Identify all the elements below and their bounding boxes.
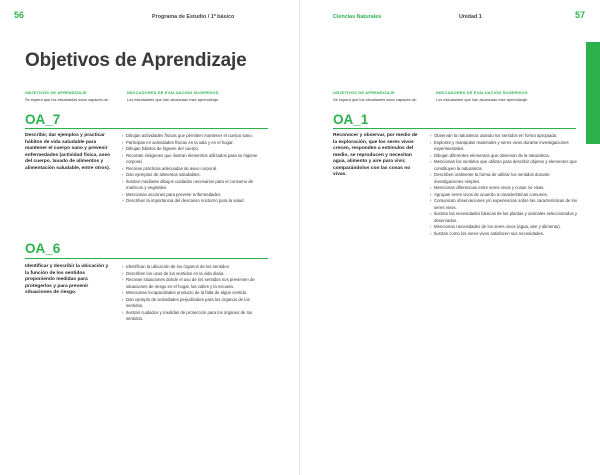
indicators-column-subheading-left: Los estudiantes que han alcanzado este aprendizaje: <box>127 97 219 102</box>
indicator-item: › Participan en actividades físicas en la sala y en el hogar. <box>122 140 268 147</box>
indicator-item: › Dibujan diferentes elementos que observan de la naturaleza. <box>430 153 578 160</box>
indicator-item: › Identifican la ubicación de los órganos de los sentidos. <box>122 264 268 271</box>
indicator-item: › Mencionan los sentidos que utilizan para describir objetos y elementos que constituyen la naturaleza. <box>430 159 578 172</box>
indicator-item: › Exploran y manipulan materiales y seres vivos durante investigaciones experimentales. <box>430 140 578 153</box>
indicator-list <box>430 133 578 237</box>
indicator-item: › Describen los usos de los sentidos en la vida diaria. <box>122 271 268 278</box>
indicator-item: › Ilustran mediante dibujos cuidados necesarios para el consumo de mariscos y vegetales. <box>122 179 268 192</box>
running-header-subject: Ciencias Naturales <box>333 14 382 20</box>
oa-column-subheading-right: Se espera que los estudiantes sean capaces de: <box>333 97 417 102</box>
indicator-item: › Mencionan diferencias entre seres vivos y cosas no vivas. <box>430 185 578 192</box>
page-gutter <box>299 0 300 475</box>
oa-column-heading-left: OBJETIVOS DE APRENDIZAJE <box>25 90 87 95</box>
indicator-item: › Mencionan incapacidades producto de la falta de algún sentido. <box>122 290 268 297</box>
indicator-item: › Agrupan seres vivos de acuerdo a características comunes. <box>430 192 578 199</box>
indicator-list <box>122 133 268 205</box>
oa-column-heading-right: OBJETIVOS DE APRENDIZAJE <box>333 90 395 95</box>
section-rule <box>25 258 268 259</box>
indicator-item: › Mencionan acciones para prevenir enfermedades. <box>122 192 268 199</box>
indicator-item: › Recrean prácticas adecuadas de aseo corporal. <box>122 166 268 173</box>
indicator-item: › Observan la naturaleza usando los sentidos en forma apropiada. <box>430 133 578 140</box>
indicator-item: › Describen oralmente la forma de utilizar los sentidos durante investigaciones simples. <box>430 172 578 185</box>
indicators-column-heading-right: INDICADORES DE EVALUACIÓN SUGERIDOS <box>436 90 528 95</box>
indicator-item: › Ilustran las necesidades básicas de las plantas y animales seleccionados y observados. <box>430 211 578 224</box>
indicators-column-subheading-right: Los estudiantes que han alcanzado este aprendizaje: <box>436 97 528 102</box>
indicator-item: › Recrean situaciones donde el uso de los sentidos nos previenen de situaciones de riesgo en el hogar, las calles y la escuela. <box>122 277 268 290</box>
oa-description: Reconocer y observar, por medio de la exploración, que los seres vivos crecen, responden a estímulos del medio, se reproducen y necesitan agua, alimento y aire para vivir, comparándolos con las cosas no vivas. <box>333 133 418 177</box>
section-rule <box>25 128 268 129</box>
running-header-left: Programa de Estudio / 1º básico <box>152 14 235 20</box>
oa-label: OA_7 <box>25 112 61 127</box>
oa-column-subheading-left: Se espera que los estudiantes sean capaces de: <box>25 97 109 102</box>
section-rule <box>333 128 576 129</box>
oa-description: Describir, dar ejemplos y practicar hábitos de vida saludable para mantener el cuerpo sano y prevenir enfermedades (actividad física, aseo del cuerpo, lavado de alimentos y alimentación saludable, entre otros). <box>25 133 111 171</box>
indicator-item: › Ilustran como los seres vivos satisfacen sus necesidades. <box>430 231 578 238</box>
running-header-unit: Unidad 1 <box>459 14 482 20</box>
page-number-left: 56 <box>14 10 25 20</box>
indicator-item: › Dan ejemplo de actividades perjudiciales para los órganos de los sentidos. <box>122 297 268 310</box>
indicator-item: › Recortan imágenes que ilustran elementos utilizados para su higiene corporal. <box>122 153 268 166</box>
oa-description: Identificar y describir la ubicación y la función de los sentidos proponiendo medidas para protegerlos y para prevenir situaciones de riesgo. <box>25 264 109 295</box>
indicator-item: › Dan ejemplos de alimentos saludables. <box>122 172 268 179</box>
indicator-item: › Ilustran cuidados y medidas de protección para los órganos de los sentidos. <box>122 310 268 323</box>
chapter-edge-tab <box>586 42 600 144</box>
indicators-column-heading-left: INDICADORES DE EVALUACIÓN SUGERIDOS <box>127 90 219 95</box>
indicator-item: › Dibujan hábitos de higiene del cuerpo. <box>122 146 268 153</box>
indicator-item: › Mencionan necesidades de los seres vivos (agua, aire y alimento). <box>430 224 578 231</box>
page-number-right: 57 <box>575 10 586 20</box>
indicator-item: › Comunican observaciones y/o experiencias sobre las características de los seres vivos. <box>430 198 578 211</box>
page-title: Objetivos de Aprendizaje <box>25 50 247 71</box>
oa-label: OA_6 <box>25 241 61 256</box>
indicator-item: › Describen la importancia del descanso nocturno para la salud. <box>122 198 268 205</box>
oa-label: OA_1 <box>333 112 369 127</box>
indicator-item: › Dibujan actividades físicas que permiten mantener el cuerpo sano. <box>122 133 268 140</box>
indicator-list <box>122 264 268 323</box>
